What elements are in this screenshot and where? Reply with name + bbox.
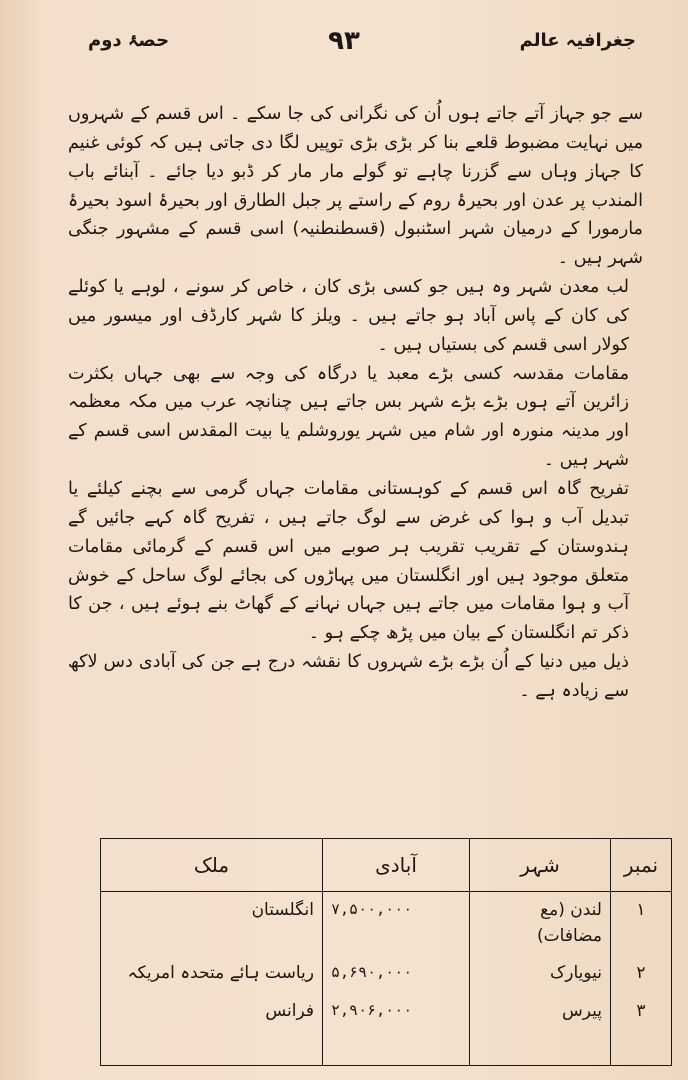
table-row <box>101 993 672 1066</box>
part-label: حصۂ دوم <box>88 30 170 51</box>
table-row <box>101 892 672 956</box>
row-country: فرانس <box>101 993 323 1066</box>
row-city: نیویارک <box>470 955 611 993</box>
paragraph-mining-cities: لب معدن شہر وہ ہیں جو کسی بڑی کان ، خاص کر سونے ، لوہے یا کوئلے کی کان کے پاس آباد ہو جاتے ہیں ۔ ویلز کا شہر کارڈف اور میسور میں کولار اسی قسم کی بستیاں ہیں ۔ <box>68 277 629 355</box>
paragraph-holy-places: مقامات مقدسہ کسی بڑے معبد یا درگاہ کی وجہ سے بھی جہاں بکثرت زائرین آتے ہوں بڑے بڑے شہر بس جاتے ہیں چنانچہ عرب میں مکہ معظمہ اور مدینہ منورہ اور شام میں شہر یوروشلم یا بیت المقدس اسی قسم کے شہر ہیں ۔ <box>68 363 629 471</box>
header-country: ملک <box>101 839 323 892</box>
cities-table <box>100 838 672 1066</box>
header-population: آبادی <box>323 839 470 892</box>
row-number: ۲ <box>611 955 672 993</box>
page-number: ۹۳ <box>328 26 360 56</box>
row-population: ۵,۶۹۰,۰۰۰ <box>323 955 470 993</box>
row-population: ۲,۹۰۶,۰۰۰ <box>323 993 470 1066</box>
body-text <box>68 100 643 706</box>
header-number: نمبر <box>611 839 672 892</box>
table-header-row <box>101 839 672 892</box>
row-number: ۳ <box>611 993 672 1066</box>
running-title: جغرافیہ عالم <box>519 30 636 51</box>
row-city: پیرس <box>470 993 611 1066</box>
row-number: ۱ <box>611 892 672 956</box>
row-population: ۷,۵۰۰,۰۰۰ <box>323 892 470 956</box>
paragraph-resorts: تفریح گاہ اس قسم کے کوہستانی مقامات جہاں گرمی سے بچنے کیلئے یا تبدیل آب و ہوا کی غرض سے لوگ جاتے ہیں ، تفریح گاہ کہے جائیں گے ہندوستان کے تقریب تقریب ہر صوبے میں اس قسم کے گرمائی مقامات متعلق موجود ہیں اور انگلستان میں پہاڑوں کی بجائے لوگ ساحل کے خوش آب و ہوا مقامات میں جاتے ہیں جہاں نہانے کے گھاٹ بنے ہوئے ہیں ، جن کا ذکر تم انگلستان کے بیان میں پڑھ چکے ہو ۔ <box>68 478 629 644</box>
paragraph-table-intro: ذیل میں دنیا کے اُن بڑے بڑے شہروں کا نقشہ درج ہے جن کی آبادی دس لاکھ سے زیادہ ہے ۔ <box>68 652 629 701</box>
paragraph-military-cities: سے جو جہاز آتے جاتے ہوں اُن کی نگرانی کی جا سکے ۔ اس قسم کے شہروں میں نہایت مضبوط قلعے بنا کر بڑی بڑی توپیں لگا دی جاتی ہیں کہ کوئی غنیم کا جہاز وہاں سے گزرنا چاہے تو گولے مار مار کر ڈبو دیا جائے ۔ آبنائے باب المندب پر عدن اور بحیرۂ روم کے راستے پر جبل الطارق اور بحیرۂ اسود بحیرۂ مارمورا کے درمیان شہر اسٹنبول (قسطنطنیہ) اسی قسم کے مشہور جنگی شہر ہیں ۔ <box>68 104 643 269</box>
header-city: شہر <box>470 839 611 892</box>
row-country: انگلستان <box>101 892 323 956</box>
table-row <box>101 955 672 993</box>
row-city: لندن (مع مضافات) <box>470 892 611 956</box>
row-country: ریاست ہائے متحدہ امریکہ <box>101 955 323 993</box>
